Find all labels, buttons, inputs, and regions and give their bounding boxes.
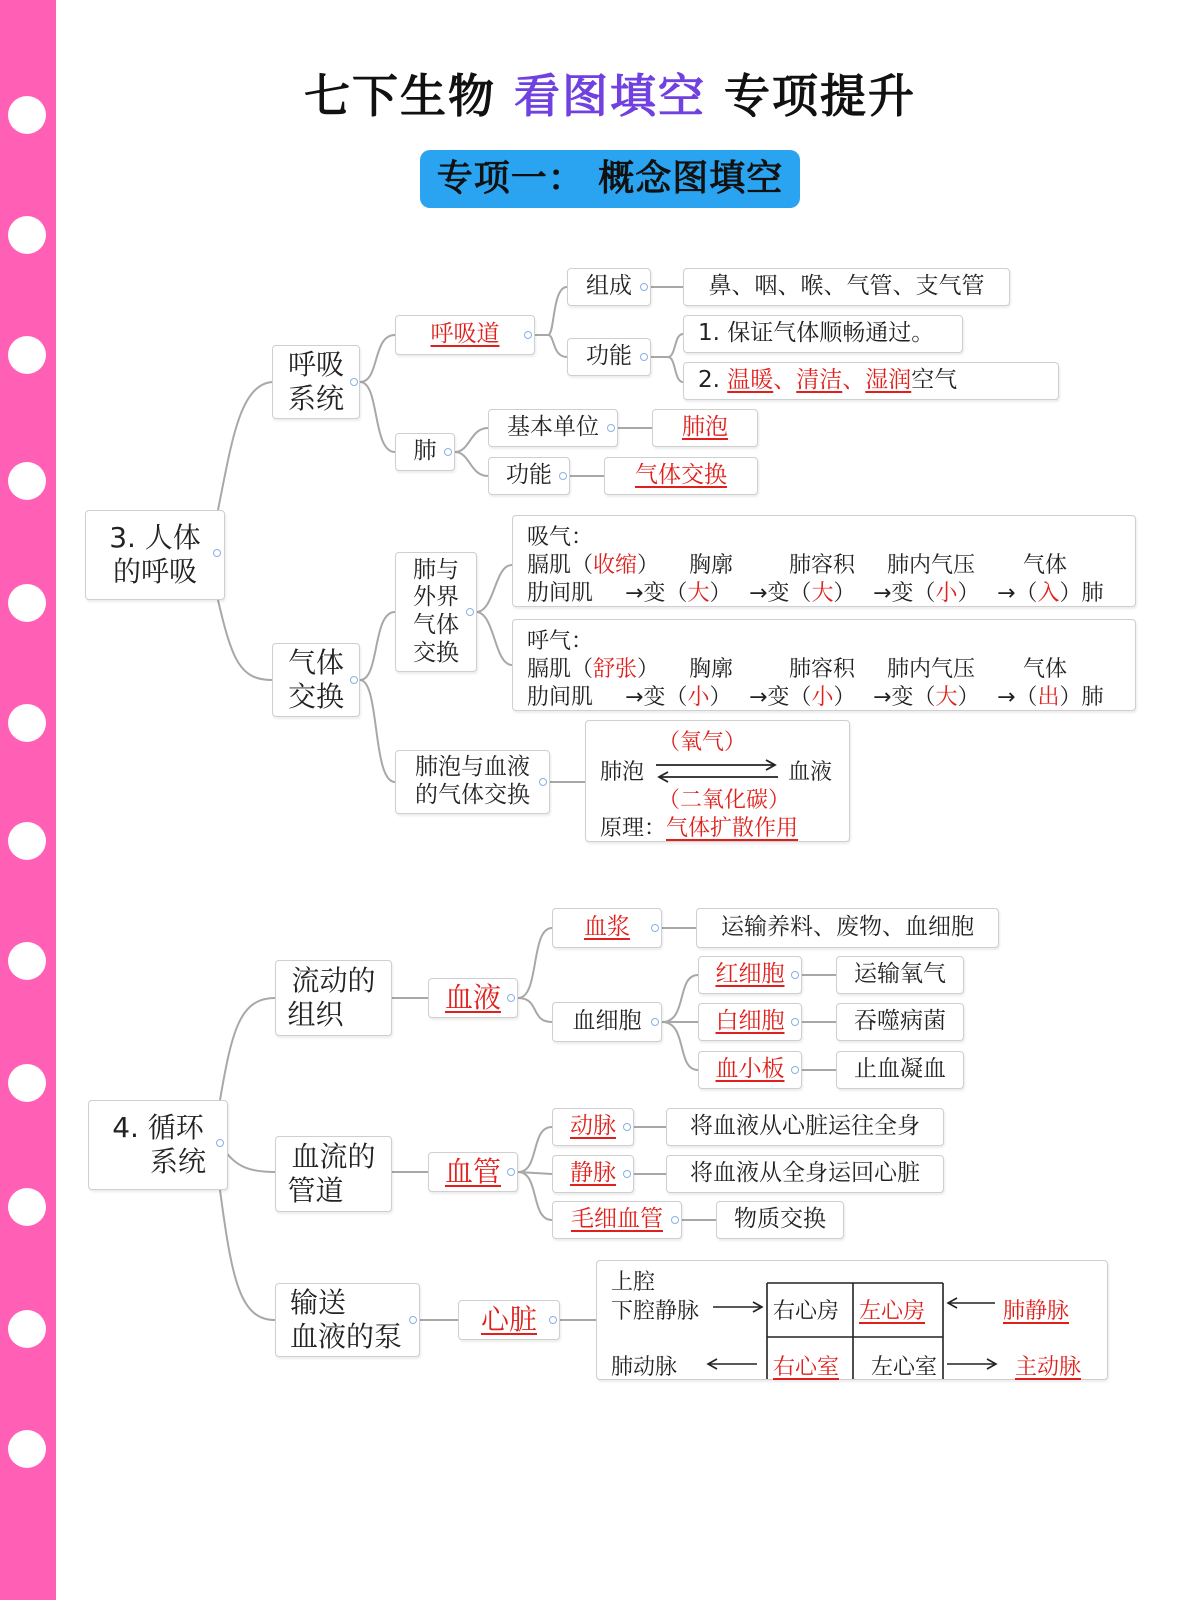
collapse-dot-icon[interactable] <box>409 1316 417 1324</box>
col-pressure: 肺内气压 <box>887 657 976 682</box>
node-text: ） <box>833 581 856 606</box>
heart-diagram-box <box>596 1260 1108 1380</box>
exhale-diaphragm <box>527 652 659 683</box>
node-text: 2. <box>698 367 720 394</box>
node-text: 气体 <box>413 612 459 638</box>
node-text: →变（ <box>749 581 812 606</box>
inhale-label: 吸气： <box>527 525 594 550</box>
answer-contract: 收缩 <box>593 553 638 578</box>
col-pressure: 肺内气压 <box>887 553 976 578</box>
answer-relax: 舒张 <box>593 657 638 682</box>
collapse-dot-icon[interactable] <box>623 1123 631 1131</box>
node-text: 3. 人体 <box>109 521 201 555</box>
vein-value-node: 将血液从全身运回心脏 <box>666 1155 944 1193</box>
right-atrium: 右心房 <box>773 1299 840 1324</box>
exhale-label: 呼气： <box>527 629 594 654</box>
tract-function-node: 功能 <box>567 338 651 376</box>
lung-node: 肺 <box>395 433 455 471</box>
answer: 小 <box>935 581 958 606</box>
collapse-dot-icon[interactable] <box>651 1018 659 1026</box>
node-text: ） <box>709 685 732 710</box>
intercostal: 肋间肌 <box>527 581 594 606</box>
collapse-dot-icon[interactable] <box>350 378 358 386</box>
answer-vein: 静脉 <box>570 1160 616 1187</box>
wbc-node <box>698 1003 802 1041</box>
col-gas: 气体 <box>1023 553 1068 578</box>
collapse-dot-icon[interactable] <box>466 608 474 616</box>
node-text: 组织 <box>287 998 344 1031</box>
diffusion-arrows-icon <box>654 757 780 785</box>
node-text: ） <box>957 581 980 606</box>
collapse-dot-icon[interactable] <box>507 1168 515 1176</box>
node-text: 肺 <box>1081 581 1104 606</box>
node-text: 4. 循环 <box>112 1111 204 1145</box>
left-ventricle: 左心室 <box>871 1355 938 1380</box>
collapse-dot-icon[interactable] <box>671 1216 679 1224</box>
upper-vena-cava: 上腔 <box>611 1270 656 1295</box>
separator: 、 <box>842 367 866 394</box>
volume-change <box>749 680 855 711</box>
answer: 出 <box>1037 685 1060 710</box>
inhale-box <box>512 515 1136 607</box>
answer-vessels: 血管 <box>444 1155 501 1189</box>
answer-blood: 血液 <box>444 981 501 1015</box>
vessels-node <box>428 1152 518 1192</box>
answer-artery: 动脉 <box>570 1113 616 1140</box>
blood-cells-node: 血细胞 <box>552 1002 662 1042</box>
answer: 大 <box>935 685 958 710</box>
lung-unit-value-node <box>652 409 758 447</box>
collapse-dot-icon[interactable] <box>507 994 515 1002</box>
collapse-dot-icon[interactable] <box>444 448 452 456</box>
rbc-value-node: 运输氧气 <box>836 956 964 994</box>
principle-row <box>600 811 798 842</box>
answer-respiratory-tract: 呼吸道 <box>430 321 500 348</box>
blood-pipes-node <box>275 1136 392 1212</box>
answer-oxygen: （氧气） <box>658 730 747 755</box>
answer-alveoli: 肺泡 <box>682 414 728 441</box>
collapse-dot-icon[interactable] <box>213 549 221 557</box>
node-text: ） <box>1059 685 1082 710</box>
answer: 小 <box>687 685 710 710</box>
exhale-box <box>512 619 1136 711</box>
wbc-value-node: 吞噬病菌 <box>836 1003 964 1041</box>
answer: 小 <box>811 685 834 710</box>
node-text: →变（ <box>625 685 688 710</box>
pressure-change <box>873 576 979 607</box>
diffusion-box <box>585 720 850 842</box>
collapse-dot-icon[interactable] <box>623 1170 631 1178</box>
col-volume: 肺容积 <box>789 553 856 578</box>
alveoli-blood-node <box>395 750 550 814</box>
node-text: →变（ <box>749 685 812 710</box>
gas-flow <box>997 680 1103 711</box>
node-text: →（ <box>997 581 1038 606</box>
answer-left-atrium: 左心房 <box>859 1299 926 1324</box>
lung-function-node: 功能 <box>488 457 570 495</box>
respiratory-tract-node <box>395 315 535 355</box>
title-highlight: 看图填空 <box>514 69 706 123</box>
circulation-root-node <box>88 1100 228 1190</box>
answer-plasma: 血浆 <box>584 914 630 941</box>
composition-node: 组成 <box>567 268 651 306</box>
node-text: 空气 <box>911 367 958 394</box>
node-text: 系统 <box>287 382 344 415</box>
answer-pulmonary-vein: 肺静脉 <box>1003 1299 1070 1324</box>
respiratory-system-node <box>272 345 360 419</box>
collapse-dot-icon[interactable] <box>559 472 567 480</box>
answer-wbc: 白细胞 <box>715 1008 785 1035</box>
node-text: 外界 <box>413 584 459 611</box>
answer-aorta: 主动脉 <box>1015 1355 1082 1380</box>
blood-label: 血液 <box>788 760 833 785</box>
tract-function-1-node: 1. 保证气体顺畅通过。 <box>683 315 963 353</box>
collapse-dot-icon[interactable] <box>607 424 615 432</box>
gas-flow <box>997 576 1103 607</box>
collapse-dot-icon[interactable] <box>640 353 648 361</box>
node-text: 的呼吸 <box>112 555 197 588</box>
external-exchange-node <box>395 552 477 672</box>
answer: 大 <box>811 581 834 606</box>
pressure-change <box>873 680 979 711</box>
title-part1: 七下生物 <box>303 69 496 123</box>
node-text: →变（ <box>625 581 688 606</box>
capillary-value-node: 物质交换 <box>716 1201 844 1239</box>
thorax-change <box>625 680 731 711</box>
blood-pump-node <box>275 1283 420 1357</box>
tract-function-2-node <box>683 362 1059 400</box>
blood-node <box>428 978 518 1018</box>
title-part2: 专项提升 <box>724 69 917 123</box>
answer-right-ventricle: 右心室 <box>773 1355 840 1380</box>
answer-gas-exchange: 气体交换 <box>635 462 727 489</box>
heart-node <box>458 1300 560 1340</box>
volume-change <box>749 576 855 607</box>
node-text: 输送 <box>290 1286 347 1320</box>
artery-value-node: 将血液从心脏运往全身 <box>666 1108 944 1146</box>
alveoli-label: 肺泡 <box>600 760 645 785</box>
plasma-node <box>552 908 662 948</box>
collapse-dot-icon[interactable] <box>791 971 799 979</box>
col-thorax: 胸廓 <box>689 657 734 682</box>
answer-moist: 湿润 <box>865 367 912 394</box>
separator: 、 <box>773 367 797 394</box>
col-volume: 肺容积 <box>789 657 856 682</box>
node-text: ） <box>637 553 660 578</box>
answer-warm: 温暖 <box>727 367 774 394</box>
inhale-diaphragm <box>527 548 659 579</box>
collapse-dot-icon[interactable] <box>350 676 358 684</box>
answer-capillary: 毛细血管 <box>571 1206 663 1233</box>
node-text: 肺泡与血液 <box>415 754 530 781</box>
collapse-dot-icon[interactable] <box>539 778 547 786</box>
node-text: ） <box>709 581 732 606</box>
answer: 大 <box>687 581 710 606</box>
answer-rbc: 红细胞 <box>715 961 785 988</box>
node-text: 膈肌（ <box>527 657 594 682</box>
composition-value-node: 鼻、咽、喉、气管、支气管 <box>683 268 1010 306</box>
node-text: 肺 <box>1081 685 1104 710</box>
platelet-node <box>698 1051 802 1089</box>
thorax-change <box>625 576 731 607</box>
node-text: ） <box>1059 581 1082 606</box>
node-text: 管道 <box>287 1174 344 1207</box>
node-text: 交换 <box>413 639 459 666</box>
collapse-dot-icon[interactable] <box>640 283 648 291</box>
collapse-dot-icon[interactable] <box>216 1139 224 1147</box>
node-text: 流动的 <box>291 964 376 998</box>
col-thorax: 胸廓 <box>689 553 734 578</box>
lung-function-value-node <box>604 457 758 495</box>
rbc-node <box>698 956 802 994</box>
node-text: ） <box>637 657 660 682</box>
node-text: 的气体交换 <box>415 782 530 808</box>
collapse-dot-icon[interactable] <box>651 924 659 932</box>
node-text: 血流的 <box>291 1140 376 1174</box>
section-subtitle: 专项一： 概念图填空 <box>420 150 800 208</box>
gas-exchange-node <box>272 643 360 717</box>
collapse-dot-icon[interactable] <box>791 1066 799 1074</box>
artery-node <box>552 1108 634 1146</box>
node-text: 系统 <box>149 1145 206 1178</box>
respiration-root-node <box>85 510 225 600</box>
collapse-dot-icon[interactable] <box>791 1018 799 1026</box>
vein-node <box>552 1155 634 1193</box>
answer-diffusion: 气体扩散作用 <box>666 816 799 841</box>
collapse-dot-icon[interactable] <box>524 331 532 339</box>
node-text: 原理： <box>600 816 667 841</box>
lower-vena-cava: 下腔静脉 <box>611 1299 700 1324</box>
node-text: 交换 <box>287 680 344 713</box>
node-text: ） <box>833 685 856 710</box>
node-text: →变（ <box>873 685 936 710</box>
node-text: 肺与 <box>413 556 459 583</box>
plasma-value-node: 运输养料、废物、血细胞 <box>696 908 999 948</box>
capillary-node <box>552 1201 682 1239</box>
answer-co2: （二氧化碳） <box>658 788 791 813</box>
answer-clean: 清洁 <box>796 367 843 394</box>
node-text: 膈肌（ <box>527 553 594 578</box>
node-text: →（ <box>997 685 1038 710</box>
col-gas: 气体 <box>1023 657 1068 682</box>
collapse-dot-icon[interactable] <box>549 1316 557 1324</box>
flowing-tissue-node <box>275 960 392 1036</box>
node-text: 血液的泵 <box>290 1320 403 1353</box>
answer-platelet: 血小板 <box>715 1056 785 1083</box>
node-text: 呼吸 <box>287 348 344 382</box>
platelet-value-node: 止血凝血 <box>836 1051 964 1089</box>
lung-unit-node: 基本单位 <box>488 409 618 447</box>
node-text: →变（ <box>873 581 936 606</box>
node-text: ） <box>957 685 980 710</box>
node-text: 气体 <box>287 646 344 680</box>
answer: 入 <box>1037 581 1060 606</box>
pulmonary-artery: 肺动脉 <box>611 1355 678 1380</box>
answer-heart: 心脏 <box>480 1303 537 1337</box>
intercostal: 肋间肌 <box>527 685 594 710</box>
